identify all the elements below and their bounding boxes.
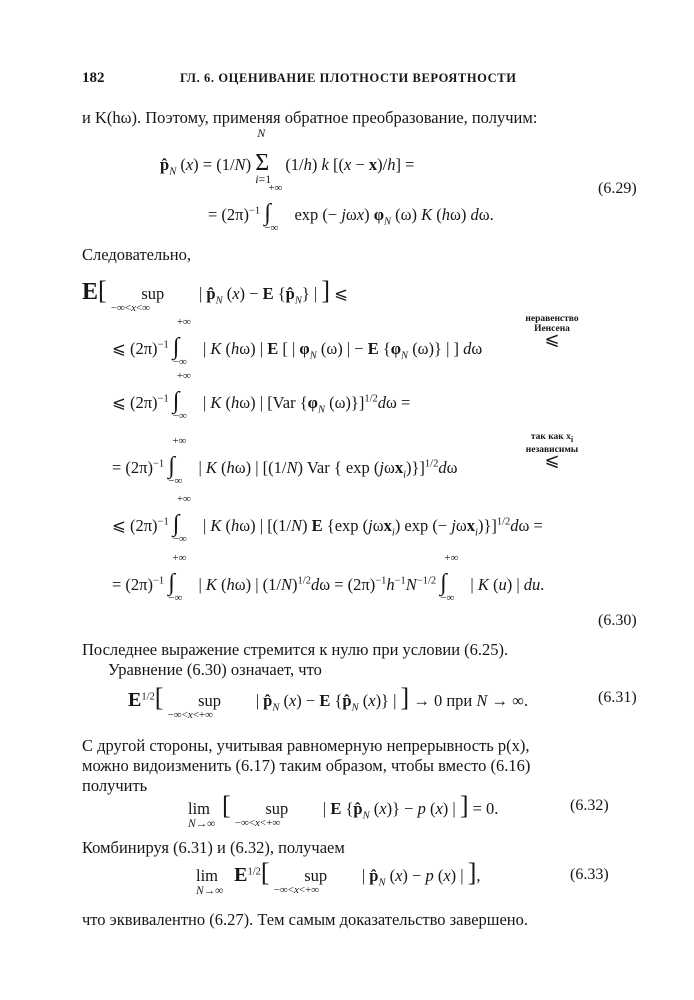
paragraph-therefore: Следовательно, <box>82 245 191 264</box>
paragraph-limit-zero: Последнее выражение стремится к нулю при условии (6.25). <box>82 640 509 659</box>
equation-number-6-29: (6.29) <box>598 180 637 197</box>
paragraph-equation-means: Уравнение (6.30) означает, что <box>108 660 322 679</box>
paragraph-uniform-continuity: С другой стороны, учитывая равномерную непрерывность p(x), <box>82 736 530 755</box>
equation-6-30-line6: = $(2\pi)^{-1}$ +∞ ∫ −∞ | K (hω) | $(1/N)^{1/2}d\omega = (2\pi)^{-1}h^{-1}N^{-1/2}$ +∞ ∫ −∞ | K (u) | du. <box>112 552 545 604</box>
page-number: 182 <box>82 70 105 86</box>
paragraph-modify: можно видоизменить (6.17) таким образом, чтобы вместо (6.16) <box>82 756 531 775</box>
paragraph-intro: и K(hω). Поэтому, применяя обратное преобразование, получим: <box>82 108 538 127</box>
equation-number-6-33: (6.33) <box>570 866 609 883</box>
paragraph-combining: Комбинируя (6.31) и (6.32), получаем <box>82 838 345 857</box>
equation-6-32: lim N→∞ [ sup −∞<x<+∞ | E {$p̂_N$ (x)} − p (x) | ] = 0. <box>188 791 499 830</box>
equation-6-30-line3: ⩽ $(2\pi)^{-1}$ +∞ ∫ −∞ | K (hω) | [Var {$\varphi_N$ (ω)}]$^{1/2}$dω = <box>112 370 411 422</box>
equation-6-31: $E^{1/2}$[ sup −∞<x<+∞ | $p̂_N$ (x) − E {$p̂_N$ (x)} | ] → 0 при N → ∞. <box>128 683 529 721</box>
independence-annotation: так как $x_i$ независимы ⩽ <box>525 432 579 470</box>
running-title: ГЛ. 6. ОЦЕНИВАНИЕ ПЛОТНОСТИ ВЕРОЯТНОСТИ <box>180 71 517 85</box>
indep-label-sub: i <box>570 434 574 444</box>
equation-6-30-line5: ⩽ $(2\pi)^{-1}$ +∞ ∫ −∞ | K (hω) | [(1/N) E {exp (jωx$_i$) exp (− jωx$_i$)}]$^{1/2}$dω = <box>112 493 543 545</box>
indep-label-2: независимы <box>525 444 579 455</box>
paragraph-obtain: получить <box>82 776 148 795</box>
jensen-annotation: неравенство Иенсена ⩽ <box>525 314 579 349</box>
equation-number-6-32: (6.32) <box>570 797 609 814</box>
equation-6-30-line4: = $(2\pi)^{-1}$ +∞ ∫ −∞ | K (hω) | [(1/N) Var { exp (jωx$_i$)}]$^{1/2}$dω <box>112 435 458 487</box>
equation-6-29-line1: $p̂_N$ (x) = (1/N) N Σ i=1 (1/h) k [(x − x)/h] = <box>160 126 415 186</box>
jensen-label-2: Иенсена <box>534 324 570 334</box>
equation-6-33: lim N→∞ $E^{1/2}$[ sup −∞<x<+∞ | $p̂_N$ (x) − p (x) | ], <box>196 858 481 897</box>
jensen-label-1: неравенство <box>525 314 579 324</box>
equation-number-6-30: (6.30) <box>598 612 637 629</box>
equation-6-29-line2: = $(2\pi)^{-1}$ +∞ ∫ −∞ exp (− jωx) $\varphi_N$ (ω) K (hω) dω. <box>208 182 494 234</box>
equation-6-30-line2: ⩽ $(2\pi)^{-1}$ +∞ ∫ −∞ | K (hω) | E [ | $\varphi_N$ (ω) | − E {$\varphi_N$ (ω)} | ] dω <box>112 316 483 368</box>
equation-6-30-line1: E[ sup −∞<x<∞ | $p̂_N$ (x) − E $\{p̂_N\}$ | ] ⩽ <box>82 276 348 314</box>
equation-number-6-31: (6.31) <box>598 689 637 706</box>
indep-label-1: так как x <box>530 432 571 442</box>
paragraph-conclusion: что эквивалентно (6.27). Тем самым доказательство завершено. <box>82 910 528 929</box>
